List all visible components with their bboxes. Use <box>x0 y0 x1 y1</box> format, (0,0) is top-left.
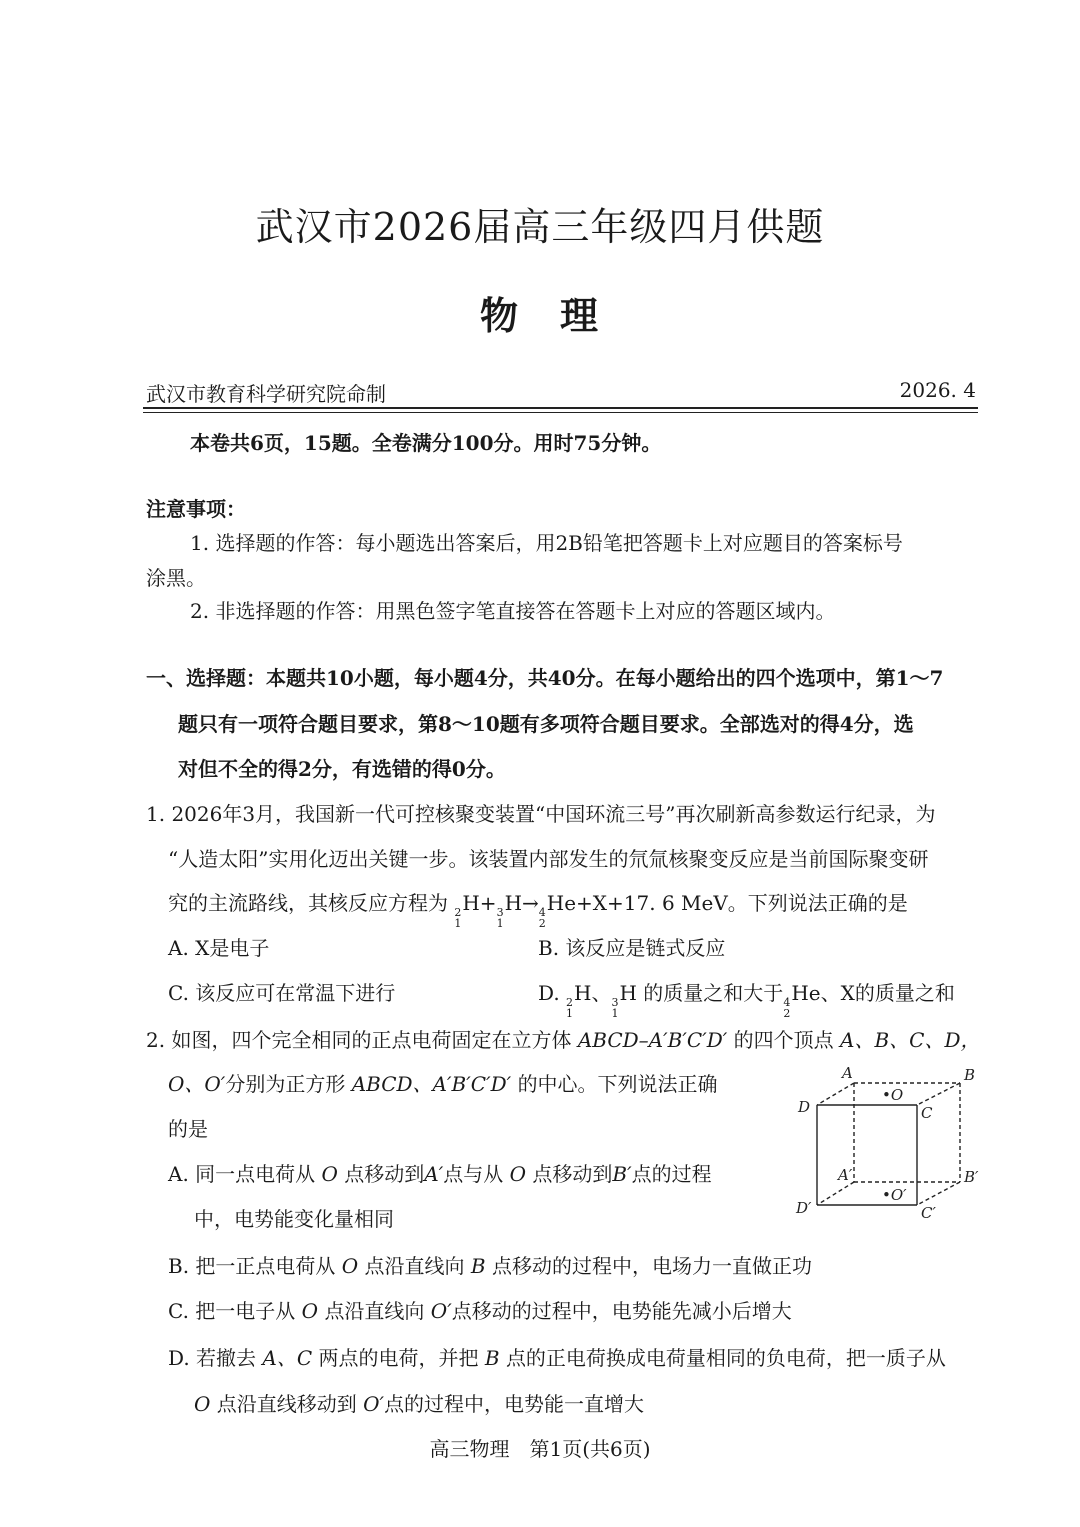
exam-summary: 本卷共6页，15题。全卷满分100分。用时75分钟。 <box>190 431 662 455</box>
section1-line3: 对但不全的得2分，有选错的得0分。 <box>178 757 506 781</box>
edge-a1d1 <box>817 1182 854 1205</box>
q2-option-b: B. 把一正点电荷从 O 点沿直线向 B 点移动的过程中，电场力一直做正功 <box>168 1254 812 1278</box>
label-c1: C′ <box>921 1204 936 1222</box>
edge-b1c1 <box>917 1182 960 1205</box>
label-c: C <box>921 1104 933 1122</box>
q2-option-d: D. 若撤去 A、C 两点的电荷，并把 B 点的正电荷换成电荷量相同的负电荷，把一质子从 <box>168 1346 946 1370</box>
q1-option-b: B. 该反应是链式反应 <box>538 936 726 960</box>
q1-stem-line2: “人造太阳”实用化迈出关键一步。该装置内部发生的氘氚核聚变反应是当前国际聚变研 <box>168 847 929 871</box>
label-o1: •O′ <box>882 1186 907 1204</box>
section1-line2: 题只有一项符合题目要求，第8～10题有多项符合题目要求。全部选对的得4分，选 <box>178 712 914 736</box>
q2-option-a-cont: 中，电势能变化量相同 <box>194 1207 394 1231</box>
q1-stem-line3: 究的主流路线，其核反应方程为 2 1 H+ 3 1 H→ 4 2 He+X+17. 6 MeV。下列说法正确的是 <box>168 891 908 930</box>
section1-line1: 一、选择题：本题共10小题，每小题4分，共40分。在每小题给出的四个选项中，第1～7 <box>146 666 944 690</box>
notice-item-2: 2. 非选择题的作答：用黑色签字笔直接答在答题卡上对应的答题区域内。 <box>190 599 836 623</box>
q1-stem-line1: 1. 2026年3月，我国新一代可控核聚变装置“中国环流三号”再次刷新高参数运行纪录，为 <box>146 802 936 826</box>
q2-stem-line2: O、O′分别为正方形 ABCD、A′B′C′D′ 的中心。下列说法正确 <box>168 1072 718 1096</box>
notice-item-1: 1. 选择题的作答：每小题选出答案后，用2B铅笔把答题卡上对应题目的答案标号 <box>190 531 903 555</box>
notice-item-1-cont: 涂黑。 <box>146 566 206 590</box>
edge-bc <box>917 1083 960 1105</box>
exam-title: 武汉市2026届高三年级四月供题 <box>255 205 825 249</box>
q2-stem-line3: 的是 <box>168 1117 208 1141</box>
header-rule-thin <box>143 412 978 413</box>
label-a: A <box>842 1064 853 1082</box>
label-a1: A′ <box>838 1166 853 1184</box>
label-b: B <box>964 1066 976 1084</box>
subject-title: 物 理 <box>479 293 600 338</box>
issuing-org: 武汉市教育科学研究院命制 <box>146 382 386 406</box>
page-footer: 高三物理 第1页(共6页) <box>429 1437 651 1461</box>
q2-stem-line1: 2. 如图，四个完全相同的正点电荷固定在立方体 ABCD–A′B′C′D′ 的四个顶点 A、B、C、D， <box>146 1028 981 1052</box>
label-d: D <box>798 1098 811 1116</box>
q1-option-a: A. X是电子 <box>168 936 270 960</box>
cube-figure <box>790 1060 990 1225</box>
q1-option-c: C. 该反应可在常温下进行 <box>168 981 396 1005</box>
q2-option-c: C. 把一电子从 O 点沿直线向 O′点移动的过程中，电势能先减小后增大 <box>168 1299 792 1323</box>
label-b1: B′ <box>964 1168 979 1186</box>
q1-option-d: D. 2 1 H、 3 1 H 的质量之和大于 4 2 He、X的质量之和 <box>538 981 955 1020</box>
label-d1: D′ <box>796 1199 812 1217</box>
exam-date: 2026. 4 <box>899 378 976 402</box>
q2-option-a: A. 同一点电荷从 O 点移动到A′点与从 O 点移动到B′点的过程 <box>168 1162 712 1186</box>
edge-ad <box>817 1083 854 1105</box>
label-o: •O <box>882 1086 904 1104</box>
q2-option-d-cont: O 点沿直线移动到 O′点的过程中，电势能一直增大 <box>194 1392 645 1416</box>
notice-heading: 注意事项： <box>146 497 246 521</box>
header-rule-thick <box>143 407 978 409</box>
